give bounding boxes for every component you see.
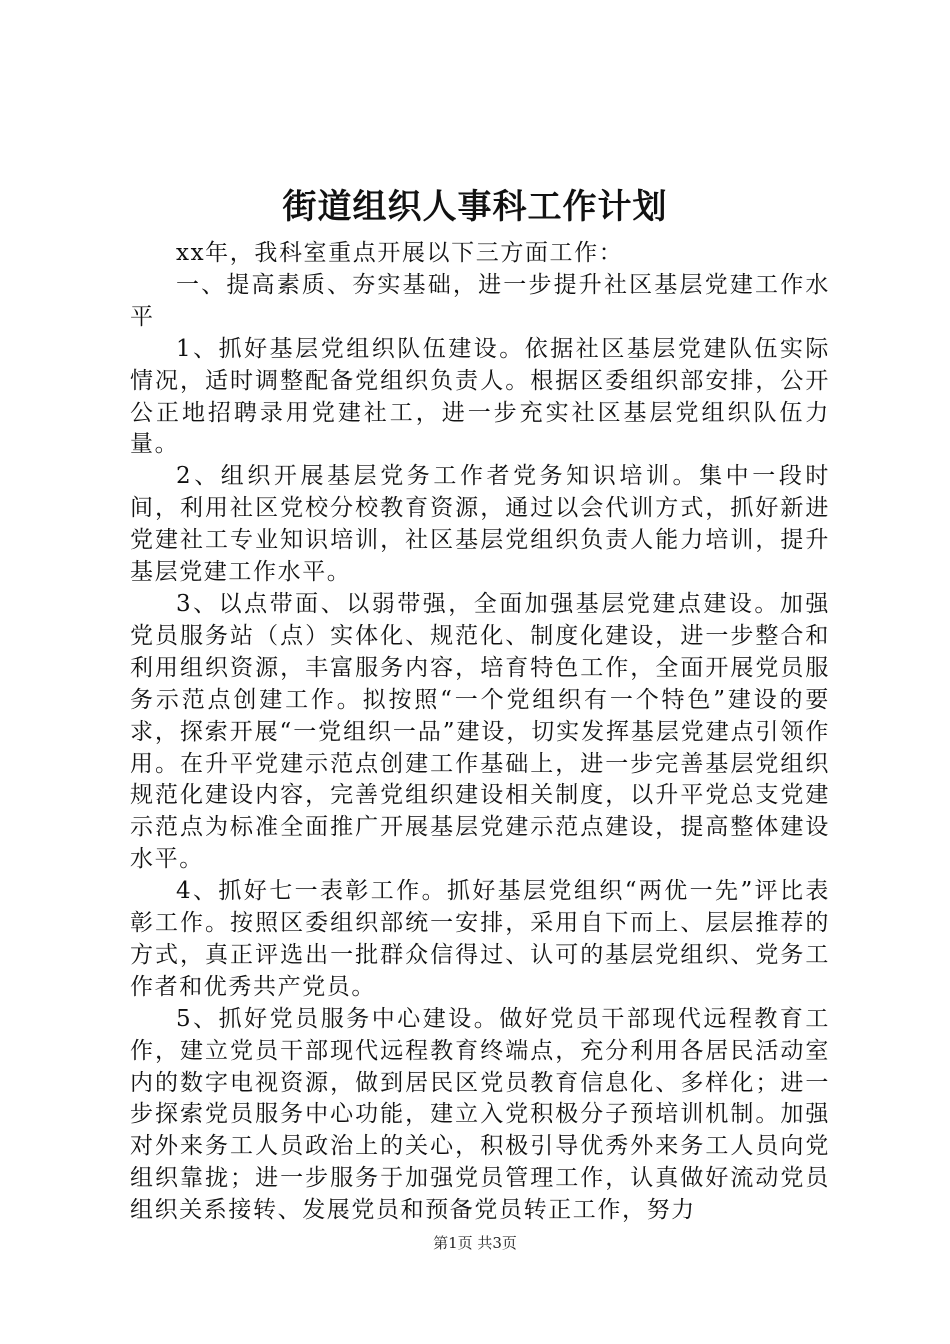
paragraph-item-3: 3、以点带面、以弱带强，全面加强基层党建点建设。加强党员服务站（点）实体化、规范化、制度化建设，进一步整合和利用组织资源，丰富服务内容，培育特色工作，全面开展党员服务示范点创建工作。拟按照“一个党组织有一个特色”建设的要求，探索开展“一党组织一品”建设，切实发挥基层党建点引领作用。在升平党建示范点创建工作基础上，进一步完善基层党组织规范化建设内容，完善党组织建设相关制度，以升平党总支党建示范点为标准全面推广开展基层党建示范点建设，提高整体建设水平。 [130,590,830,873]
page-number-footer: 第1页 共3页 [433,1234,517,1252]
document-title: 街道组织人事科工作计划 [282,187,668,227]
paragraph-item-2: 2、组织开展基层党务工作者党务知识培训。集中一段时间，利用社区党校分校教育资源，通过以会代训方式，抓好新进党建社工专业知识培训，社区基层党组织负责人能力培训，提升基层党建工作水平。 [130,463,830,586]
paragraph-item-5: 5、抓好党员服务中心建设。做好党员干部现代远程教育工作，建立党员干部现代远程教育终端点，充分利用各居民活动室内的数字电视资源，做到居民区党员教育信息化、多样化；进一步探索党员服务中心功能，建立入党积极分子预培训机制。加强对外来务工人员政治上的关心，积极引导优秀外来务工人员向党组织靠拢；进一步服务于加强党员管理工作，认真做好流动党员组织关系接转、发展党员和预备党员转正工作，努力 [130,1005,830,1224]
paragraph-intro: xx年，我科室重点开展以下三方面工作： [176,240,624,266]
document-body [130,238,830,1227]
paragraph-item-4: 4、抓好七一表彰工作。抓好基层党组织“两优一先”评比表彰工作。按照区委组织部统一安排，采用自下而上、层层推荐的方式，真正评选出一批群众信得过、认可的基层党组织、党务工作者和优秀共产党员。 [130,878,830,1000]
paragraph-section-heading: 一、提高素质、夯实基础，进一步提升社区基层党建工作水平 [130,271,830,330]
paragraph-item-1: 1、抓好基层党组织队伍建设。依据社区基层党建队伍实际情况，适时调整配备党组织负责人。根据区委组织部安排，公开公正地招聘录用党建社工，进一步充实社区基层党组织队伍力量。 [130,335,830,458]
